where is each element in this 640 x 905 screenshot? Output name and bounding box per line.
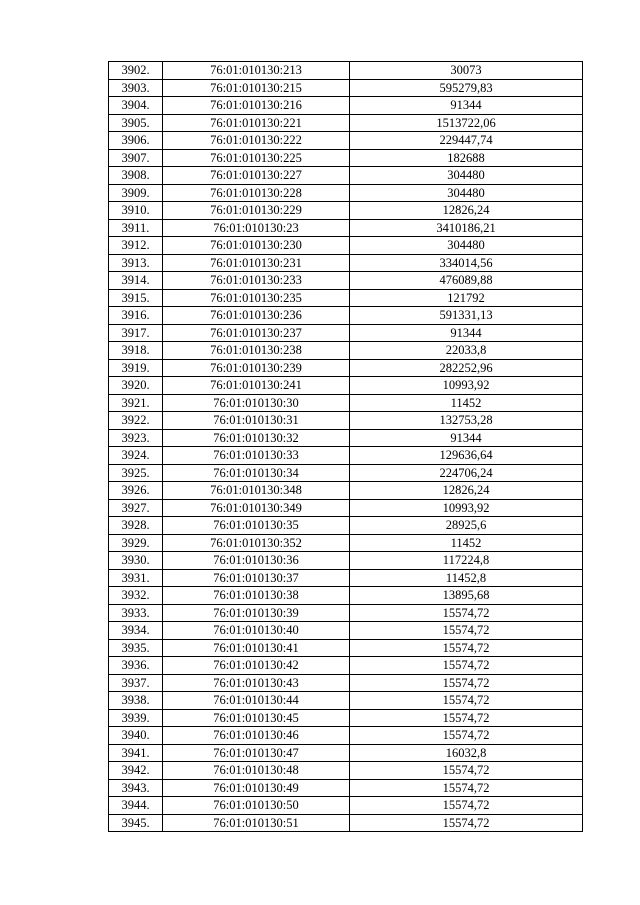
cadastral-value-cell: 11452 [350, 394, 583, 412]
cadastral-value-cell: 28925,6 [350, 517, 583, 535]
cadastral-value-cell: 30073 [350, 62, 583, 80]
cadastral-value-cell: 91344 [350, 324, 583, 342]
cadastral-value-cell: 1513722,06 [350, 114, 583, 132]
cadastral-value-cell: 12826,24 [350, 482, 583, 500]
cadastral-number-cell: 76:01:010130:213 [163, 62, 350, 80]
row-number-cell: 3944. [109, 797, 163, 815]
row-number-cell: 3930. [109, 552, 163, 570]
table-row [109, 79, 583, 97]
cadastral-value-cell: 15574,72 [350, 639, 583, 657]
cadastral-number-cell: 76:01:010130:39 [163, 604, 350, 622]
row-number-cell: 3918. [109, 342, 163, 360]
cadastral-number-cell: 76:01:010130:44 [163, 692, 350, 710]
row-number-cell: 3941. [109, 744, 163, 762]
cadastral-number-cell: 76:01:010130:216 [163, 97, 350, 115]
cadastral-number-cell: 76:01:010130:227 [163, 167, 350, 185]
cadastral-value-cell: 15574,72 [350, 797, 583, 815]
table-row [109, 359, 583, 377]
table-row [109, 412, 583, 430]
cadastral-number-cell: 76:01:010130:23 [163, 219, 350, 237]
cadastral-value-cell: 129636,64 [350, 447, 583, 465]
row-number-cell: 3913. [109, 254, 163, 272]
cadastral-value-cell: 132753,28 [350, 412, 583, 430]
cadastral-value-cell: 15574,72 [350, 674, 583, 692]
cadastral-number-cell: 76:01:010130:42 [163, 657, 350, 675]
table-row [109, 149, 583, 167]
row-number-cell: 3945. [109, 814, 163, 832]
cadastral-number-cell: 76:01:010130:230 [163, 237, 350, 255]
table-row [109, 202, 583, 220]
table-row [109, 429, 583, 447]
cadastral-number-cell: 76:01:010130:30 [163, 394, 350, 412]
table-row [109, 237, 583, 255]
row-number-cell: 3924. [109, 447, 163, 465]
table-row [109, 114, 583, 132]
cadastral-value-cell: 121792 [350, 289, 583, 307]
cadastral-number-cell: 76:01:010130:221 [163, 114, 350, 132]
table-row [109, 219, 583, 237]
row-number-cell: 3911. [109, 219, 163, 237]
table-row [109, 762, 583, 780]
table-row [109, 657, 583, 675]
cadastral-value-cell: 117224,8 [350, 552, 583, 570]
row-number-cell: 3939. [109, 709, 163, 727]
table-row [109, 674, 583, 692]
table-row [109, 639, 583, 657]
row-number-cell: 3922. [109, 412, 163, 430]
cadastral-number-cell: 76:01:010130:36 [163, 552, 350, 570]
cadastral-value-cell: 91344 [350, 97, 583, 115]
cadastral-value-cell: 11452,8 [350, 569, 583, 587]
cadastral-value-cell: 15574,72 [350, 604, 583, 622]
row-number-cell: 3905. [109, 114, 163, 132]
cadastral-number-cell: 76:01:010130:235 [163, 289, 350, 307]
table-row [109, 394, 583, 412]
table-row [109, 622, 583, 640]
table-row [109, 324, 583, 342]
row-number-cell: 3932. [109, 587, 163, 605]
table-row [109, 289, 583, 307]
cadastral-value-cell: 15574,72 [350, 762, 583, 780]
cadastral-value-cell: 334014,56 [350, 254, 583, 272]
table-row [109, 779, 583, 797]
cadastral-number-cell: 76:01:010130:51 [163, 814, 350, 832]
row-number-cell: 3921. [109, 394, 163, 412]
cadastral-number-cell: 76:01:010130:50 [163, 797, 350, 815]
row-number-cell: 3923. [109, 429, 163, 447]
cadastral-number-cell: 76:01:010130:43 [163, 674, 350, 692]
table-row [109, 587, 583, 605]
cadastral-number-cell: 76:01:010130:238 [163, 342, 350, 360]
table-row [109, 272, 583, 290]
cadastral-number-cell: 76:01:010130:45 [163, 709, 350, 727]
row-number-cell: 3929. [109, 534, 163, 552]
cadastral-number-cell: 76:01:010130:237 [163, 324, 350, 342]
row-number-cell: 3915. [109, 289, 163, 307]
cadastral-number-cell: 76:01:010130:49 [163, 779, 350, 797]
row-number-cell: 3903. [109, 79, 163, 97]
table-row [109, 517, 583, 535]
cadastral-number-cell: 76:01:010130:37 [163, 569, 350, 587]
cadastral-value-cell: 591331,13 [350, 307, 583, 325]
row-number-cell: 3927. [109, 499, 163, 517]
row-number-cell: 3917. [109, 324, 163, 342]
cadastral-number-cell: 76:01:010130:222 [163, 132, 350, 150]
cadastral-value-cell: 15574,72 [350, 657, 583, 675]
cadastral-number-cell: 76:01:010130:34 [163, 464, 350, 482]
cadastral-number-cell: 76:01:010130:236 [163, 307, 350, 325]
cadastral-number-cell: 76:01:010130:233 [163, 272, 350, 290]
row-number-cell: 3940. [109, 727, 163, 745]
cadastral-number-cell: 76:01:010130:241 [163, 377, 350, 395]
cadastral-value-cell: 15574,72 [350, 727, 583, 745]
row-number-cell: 3934. [109, 622, 163, 640]
cadastral-value-cell: 10993,92 [350, 499, 583, 517]
table-row [109, 569, 583, 587]
cadastral-value-cell: 229447,74 [350, 132, 583, 150]
cadastral-value-cell: 476089,88 [350, 272, 583, 290]
table-row [109, 604, 583, 622]
table-row [109, 307, 583, 325]
table-row [109, 534, 583, 552]
table-row [109, 499, 583, 517]
cadastral-number-cell: 76:01:010130:47 [163, 744, 350, 762]
cadastral-value-cell: 22033,8 [350, 342, 583, 360]
row-number-cell: 3937. [109, 674, 163, 692]
row-number-cell: 3943. [109, 779, 163, 797]
row-number-cell: 3907. [109, 149, 163, 167]
table-row [109, 814, 583, 832]
row-number-cell: 3914. [109, 272, 163, 290]
row-number-cell: 3928. [109, 517, 163, 535]
table-row [109, 464, 583, 482]
row-number-cell: 3909. [109, 184, 163, 202]
cadastral-value-cell: 282252,96 [350, 359, 583, 377]
cadastral-number-cell: 76:01:010130:38 [163, 587, 350, 605]
row-number-cell: 3916. [109, 307, 163, 325]
cadastral-number-cell: 76:01:010130:31 [163, 412, 350, 430]
cadastral-value-cell: 15574,72 [350, 814, 583, 832]
cadastral-value-cell: 304480 [350, 184, 583, 202]
table-row [109, 377, 583, 395]
row-number-cell: 3920. [109, 377, 163, 395]
cadastral-number-cell: 76:01:010130:40 [163, 622, 350, 640]
row-number-cell: 3912. [109, 237, 163, 255]
cadastral-number-cell: 76:01:010130:225 [163, 149, 350, 167]
cadastral-value-cell: 10993,92 [350, 377, 583, 395]
table-body [109, 62, 583, 832]
cadastral-value-cell: 11452 [350, 534, 583, 552]
table-row [109, 184, 583, 202]
row-number-cell: 3926. [109, 482, 163, 500]
cadastral-value-cell: 13895,68 [350, 587, 583, 605]
cadastral-value-cell: 15574,72 [350, 692, 583, 710]
cadastral-number-cell: 76:01:010130:33 [163, 447, 350, 465]
cadastral-value-cell: 15574,72 [350, 709, 583, 727]
table-row [109, 552, 583, 570]
cadastral-value-cell: 15574,72 [350, 779, 583, 797]
cadastral-value-cell: 304480 [350, 237, 583, 255]
table-row [109, 342, 583, 360]
table-row [109, 254, 583, 272]
row-number-cell: 3931. [109, 569, 163, 587]
cadastral-number-cell: 76:01:010130:32 [163, 429, 350, 447]
cadastral-value-cell: 595279,83 [350, 79, 583, 97]
row-number-cell: 3942. [109, 762, 163, 780]
row-number-cell: 3935. [109, 639, 163, 657]
row-number-cell: 3902. [109, 62, 163, 80]
row-number-cell: 3910. [109, 202, 163, 220]
row-number-cell: 3908. [109, 167, 163, 185]
cadastral-value-cell: 224706,24 [350, 464, 583, 482]
table-row [109, 744, 583, 762]
row-number-cell: 3904. [109, 97, 163, 115]
row-number-cell: 3938. [109, 692, 163, 710]
table-row [109, 709, 583, 727]
table-row [109, 797, 583, 815]
cadastral-value-cell: 12826,24 [350, 202, 583, 220]
cadastral-value-cell: 182688 [350, 149, 583, 167]
cadastral-number-cell: 76:01:010130:349 [163, 499, 350, 517]
table-row [109, 447, 583, 465]
row-number-cell: 3933. [109, 604, 163, 622]
cadastral-number-cell: 76:01:010130:35 [163, 517, 350, 535]
cadastral-value-cell: 15574,72 [350, 622, 583, 640]
cadastral-number-cell: 76:01:010130:228 [163, 184, 350, 202]
row-number-cell: 3936. [109, 657, 163, 675]
cadastral-number-cell: 76:01:010130:46 [163, 727, 350, 745]
cadastral-number-cell: 76:01:010130:41 [163, 639, 350, 657]
cadastral-number-cell: 76:01:010130:229 [163, 202, 350, 220]
cadastral-value-cell: 16032,8 [350, 744, 583, 762]
row-number-cell: 3925. [109, 464, 163, 482]
cadastral-value-cell: 3410186,21 [350, 219, 583, 237]
table-row [109, 62, 583, 80]
cadastral-number-cell: 76:01:010130:231 [163, 254, 350, 272]
cadastral-number-cell: 76:01:010130:348 [163, 482, 350, 500]
table-row [109, 132, 583, 150]
table-row [109, 692, 583, 710]
row-number-cell: 3906. [109, 132, 163, 150]
table-row [109, 97, 583, 115]
cadastral-number-cell: 76:01:010130:352 [163, 534, 350, 552]
cadastral-number-cell: 76:01:010130:215 [163, 79, 350, 97]
table-row [109, 482, 583, 500]
cadastral-number-cell: 76:01:010130:48 [163, 762, 350, 780]
table-row [109, 727, 583, 745]
cadastral-value-table [108, 61, 583, 832]
table-row [109, 167, 583, 185]
row-number-cell: 3919. [109, 359, 163, 377]
cadastral-value-cell: 304480 [350, 167, 583, 185]
cadastral-number-cell: 76:01:010130:239 [163, 359, 350, 377]
cadastral-value-cell: 91344 [350, 429, 583, 447]
